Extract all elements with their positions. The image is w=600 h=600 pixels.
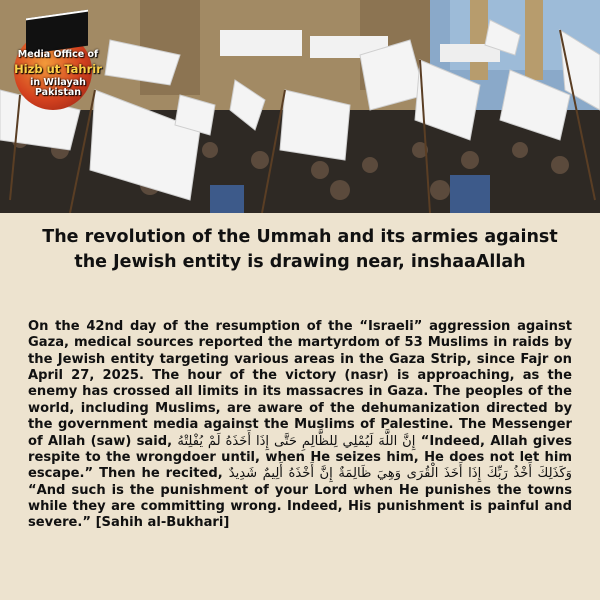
arabic-hadith: إِنَّ اللَّهَ لَيُمْلِي لِلظَّالِمِ حَتَّى إِذَا أَخَذَهُ لَمْ يُفْلِتْهُ <box>177 433 416 449</box>
article-text-3: “And such is the punishment of your Lord when He punishes the towns while they are committing wrong. Indeed, His punishment is painful and severe.” [Sahih al-Bukhari] <box>28 482 572 531</box>
header-photo <box>0 0 600 213</box>
article-text-2: “Indeed, Allah gives respite to the wrongdoer until, when He seizes him, He does not let him escape.” Then he recited, <box>28 433 572 482</box>
article-body <box>28 319 572 532</box>
logo-line1: Media Office of <box>17 49 99 60</box>
logo-line2: Hizb ut Tahrir <box>14 62 102 76</box>
hizb-ut-tahrir-logo <box>8 6 104 106</box>
headline: The revolution of the Ummah and its armies against the Jewish entity is drawing near, inshaaAllah <box>42 227 558 272</box>
logo-line3: in Wilayah Pakistan <box>30 77 86 98</box>
article-text-1: On the 42nd day of the resumption of the “Israeli” aggression against Gaza, medical sources reported the martyrdom of 53 Muslims in raids by the Jewish entity targeting various areas in the Gaza Strip, since Fajr on April 27, 2025. The hour of the victory (nasr) is approaching, as the enemy has crossed all limits in its massacres in Gaza. The peoples of the world, including Muslims, are aware of the dehumanization directed by the government media against the Muslims of Palestine. The Messenger of Allah (saw) said, <box>28 319 572 449</box>
arabic-verse: وَكَذَلِكَ أَخْذُ رَبِّكَ إِذَا أَخَذَ الْقُرَى وَهِيَ ظَالِمَةٌ إِنَّ أَخْذَهُ أَلِيمٌ شَدِيدٌ <box>228 466 572 482</box>
